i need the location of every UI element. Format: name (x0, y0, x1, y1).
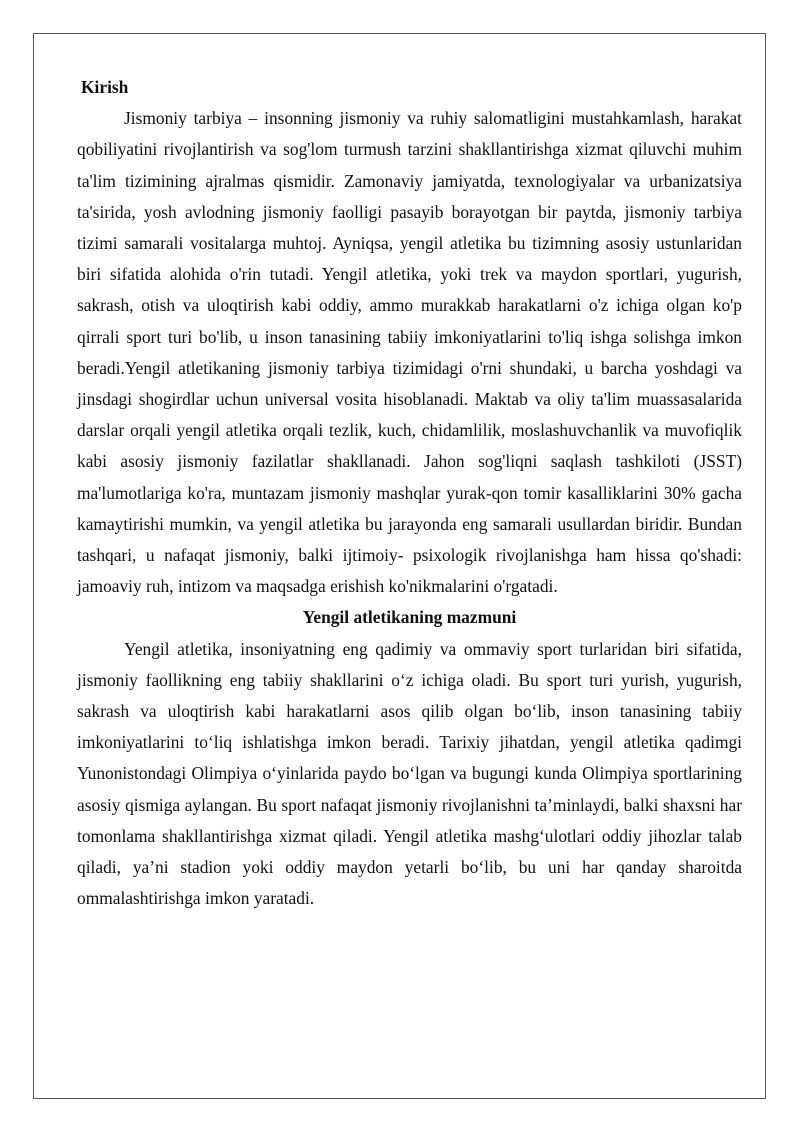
intro-heading: Kirish (81, 77, 129, 97)
intro-paragraph: Jismoniy tarbiya – insonning jismoniy va ruhiy salomatligini mustahkamlash, harakat qobiliyatini rivojlantirish va sog'lom turmush tarzini shakllantirishga xizmat qiluvchi muhim ta'lim tizimining ajralmas qismidir. Zamonaviy jamiyatda, texnologiyalar va urbanizatsiya ta'sirida, yosh avlodning jismoniy faolligi pasayib borayotgan bir paytda, jismoniy tarbiya tizimi samarali vositalarga muhtoj. Ayniqsa, yengil atletika bu tizimning asosiy ustunlaridan biri sifatida alohida o'rin tutadi. Yengil atletika, yoki trek va maydon sportlari, yugurish, sakrash, otish va uloqtirish kabi oddiy, ammo murakkab harakatlarni o'z ichiga olgan ko'p qirrali sport turi bo'lib, u inson tanasining tabiiy imkoniyatlarini to'liq ishga solishga imkon beradi.Yengil atletikaning jismoniy tarbiya tizimidagi o'rni shundaki, u barcha yoshdagi va jinsdagi shogirdlar uchun universal vosita hisoblanadi. Maktab va oliy ta'lim muassasalarida darslar orqali yengil atletika orqali tezlik, kuch, chidamlilik, moslashuvchanlik va muvofiqlik kabi asosiy jismoniy fazilatlar shakllanadi. Jahon sog'liqni saqlash tashkiloti (JSST) ma'lumotlariga ko'ra, muntazam jismoniy mashqlar yurak-qon tomir kasalliklarini 30% gacha kamaytirishi mumkin, va yengil atletika bu jarayonda eng samarali usullardan biridir. Bundan tashqari, u nafaqat jismoniy, balki ijtimoiy- psixologik rivojlanishga ham hissa qo'shadi: jamoaviy ruh, intizom va maqsadga erishish ko'nikmalarini o'rgatadi. (77, 108, 742, 597)
section-heading: Yengil atletikaning mazmuni (302, 607, 517, 628)
section-paragraph: Yengil atletika, insoniyatning eng qadimiy va ommaviy sport turlaridan biri sifatida, jismoniy faollikning eng tabiiy shakllarini o‘z ichiga oladi. Bu sport turi yurish, yugurish, sakrash va uloqtirish kabi harakatlarni asos qilib olgan bo‘lib, inson tanasining tabiiy imkoniyatlarini to‘liq ishlatishga imkon beradi. Tarixiy jihatdan, yengil atletika qadimgi Yunonistondagi Olimpiya o‘yinlarida paydo bo‘lgan va bugungi kunda Olimpiya sportlarining asosiy qismiga aylangan. Bu sport nafaqat jismoniy rivojlanishni ta’minlaydi, balki shaxsni har tomonlama shakllantirishga xizmat qiladi. Yengil atletika mashg‘ulotlari oddiy jihozlar talab qiladi, ya’ni stadion yoki oddiy maydon yetarli bo‘lib, bu uni har qanday sharoitda ommalashtirishga imkon yaratadi. (77, 638, 742, 909)
document-body (77, 72, 742, 914)
